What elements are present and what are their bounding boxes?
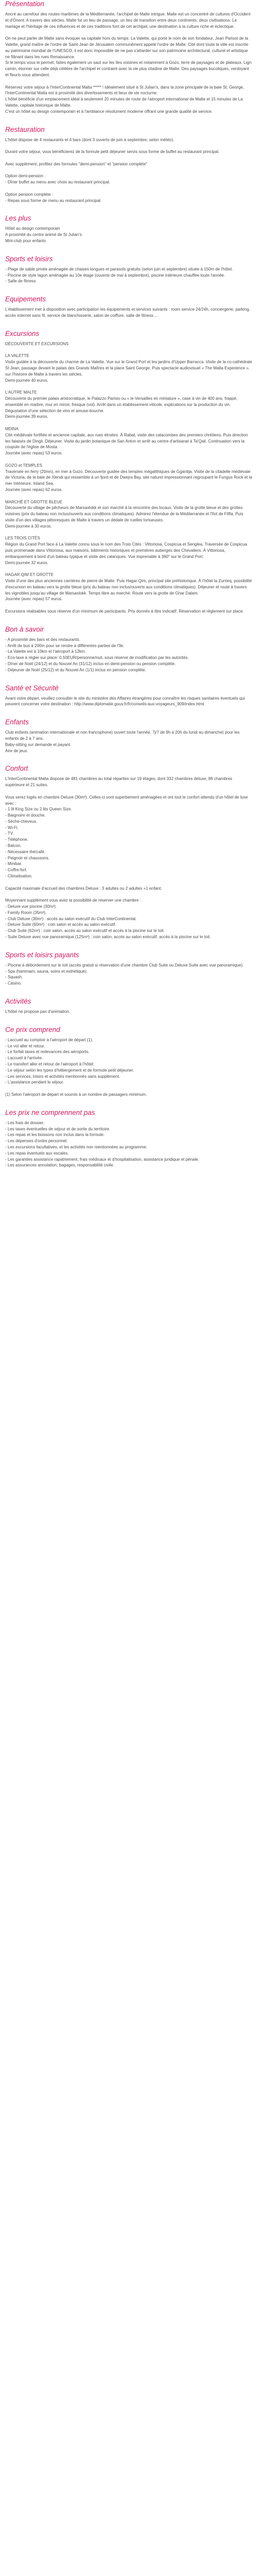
paragraph: L'hôtel dispose de 4 restaurants et 4 bars (dont 3 ouverts de juin à septembre, selon météo).: [5, 137, 174, 142]
paragraph: On ne peut parler de Malte sans évoquer sa capitale hors du temps: La Valette, qui porte le nom de son fondateur, Jean Parisot de la Valette, grand maître de l'ordre de Saint-Jean de Jérusalem communément appelé l'ordre de Malte. Cité dont toute la ville est inscrite au patrimoine mondial de l'UNESCO, il est donc impossible de ne pas s'attarder sur son patrimoine architectural, culturel et artistique ne flânant dans les rues Renaissance. Si le temps vous le permet, faites également un saut sur les îles voisines et notamment à Gozo, terre de paysages et de plateaux. Lign camin, étonner sur celle déjà célèbre de l'archipel et contrairé avec la vie plus citadine de Malte. Des paysages bucoliques, verdoyant et fleuris vous attendent.: [5, 36, 252, 77]
paragraph: L'hôtel ne propose pas d'animation.: [5, 1009, 70, 1014]
paragraph: HAGAR QIM ET GROTTE Visite d'une des plus anciennes carrières de pierre de Malte. Puis Hagar Qim, principal site préhistorique. À l'hôtel la Zurrieq, possibilité d'excursion en bateau vers la grotte bleue (prix du bateau non inclus/ouverts aux conditions climatiques). Déjeuner et route à travers les vignobles jusqu'au village de Marsaxlokk. Temps libre au marché. Route vers la grotte de Ghar Dalam. Journée (avec repas) 57 euros.: [5, 572, 252, 602]
section-title: Santé et Sécurité: [5, 684, 59, 692]
page: [0, 0, 258, 1168]
section-enfants: [5, 716, 253, 754]
section-title: Bon à savoir: [5, 625, 44, 633]
section-sports: [5, 253, 253, 284]
section-confort: [5, 762, 253, 940]
section-plus: [5, 212, 253, 244]
section-title: Les prix ne comprennent pas: [5, 1108, 95, 1116]
section-restauration: [5, 124, 253, 204]
section-sports-payants: [5, 949, 253, 987]
section-bon: [5, 623, 253, 673]
paragraph: Avec supplément, profitez des formules "demi-pension" et "pension complète": [5, 161, 148, 166]
section-prix-comprend: [5, 1024, 253, 1098]
paragraph: Excursions réalisables sous réserve d'un minimum de participants. Prix donnés à titre indicatif. Réservation et règlement sur place.: [5, 608, 244, 614]
section-title: Ce prix comprend: [5, 1025, 60, 1033]
paragraph: L'AUTRE MALTE Découverte du premier palais aristocratique, le Palazzo Parisio ou « le Versailles en miniature », case à vin de 400 ans, frappé, ensemble en marbre, mur en miroir, fresque (vol). Arrêt dans un établissement viticole, explications sur la production du vin. Dégustation d'une sélection de vins et amuse-bouche. Demi-journée 39 euros.: [5, 390, 238, 419]
paragraph: Option demi-pension : - Dîner buffet au menu avec choix au restaurant principal.: [5, 174, 110, 185]
paragraph: Vous serez logés en chambre Deluxe (30m²). Celles-ci sont superbement aménagées et ont tout le confort attendu d'un hôtel de luxe avec : - 1 lit King Size ou 2 lits Queen Size. - Baignoire et douche. - Sèche-cheveux. - Wi-Fi. - TV. - Téléphone. - Balcon. - Nécessaire thé/café. - Peignoir et chaussons. - Minibar. - Coffre-fort. - Climatisation.: [5, 794, 248, 879]
paragraph: - Plage de sable privée aménagée de chaises longues et parasols gratuits (selon juin et septembre) située à 150m de l'hôtel. - Piscine de style lagon aménagée au 10e étage (ouverte de mai à septembre), piscine intérieure chauffée toute l'année. - Salle de fitness.: [5, 266, 233, 284]
paragraph: MDINA Cité médiévale fortifiée et ancienne capitale, aux rues étroites. À Rabat, visite des catacombes des premiers chrétiens. Puis direction les falaises de Dingli. Déjeuner. Visite du jardin botanique de San Anton et arrêt au centre d'artisanat à Ta'Qali. Continuation vers la coupole de l'église de Mosta. Journée (avec repas) 53 euros.: [5, 427, 248, 456]
paragraph: L'établissement met à disposition avec participation les équipements et services suivants : room service 24/24h, conciergerie, parking, accès internet sans fil, service de blanchisserie, salon de coiffure, salle de fitness ...: [5, 307, 250, 318]
paragraph: - Les frais de dossier. - Les taxes éventuelles de séjour et de sortie du territoire. - Les repas et les boissons non inclus dans la formule. - Les dépenses d'ordre personnel. - Les excursions facultatives, et les activités non mentionnées au programme. - Les repas éventuels aux escales. - Les garanties assistance rapatriement, frais médicaux et d'hospitalisation, assistance juridique et pénale. - Les assurances annulation, bagages, responsabilité civile.: [5, 1120, 199, 1168]
section-title: Equipements: [5, 295, 46, 303]
section-title: Présentation: [5, 0, 44, 8]
paragraph: Avant votre départ, veuillez consulter le site du ministère des Affaires étrangères pour connaître les risques sanitaires éventuels qui peuvent concerner votre destination : http://www.diplomatie.gouv.fr/fr/conseils-aux-voyageurs_909/index.html: [5, 696, 245, 707]
paragraph: MARCHÉ ET GROTTE BLEUE Découverte du village de pêcheurs de Marsaxlokk et son marché à la rencontre des locaux. Visite de la grotte bleue et des grottes voisines (prix du bateau non inclus/ouverts aux conditions climatiques). Admirez l'étendue de la Méditerranée et l'îlot de Filfla. Puis visite d'un des villages pittoresques de Malte à travers un dédale de ruelles tortueuses. Demi-journée à 30 euros.: [5, 499, 244, 529]
paragraph: LA VALETTE Visite guidée à la découverte du charme de La Valette. Vue sur le Grand Port et les jardins d'Upper Barracca. Visite de la co-cathédrale St Jean, passage devant le palais des Grands Maîtres et la place Saint George. Puis spectacle audiovisuel « The Malta Experience », sur l'histoire de Malte à travers les siècles. Demi-journée 40 euros.: [5, 353, 252, 383]
section-subtitle: DÉCOUVERTE ET EXCURSIONS: [5, 341, 69, 346]
section-title: Les plus: [5, 214, 31, 223]
section-title: Activités: [5, 997, 31, 1006]
paragraph: Moyennant supplément vous avez la possibilité de réserver une chambre : - Deluxe vue piscine (30m²). - Family Room (35m²). - Club Deluxe (30m²) : accès au salon exécutif du Club InterContinental. - Deluxe Suite (60m²) : coin salon et accès au salon exécutif. - Club Suite (62m²) : coin salon, accès au salon exécutif et accès à la piscine sur le toit. - Suite Deluxe avec vue panoramique (125m²) : coin salon, accès au salon exécutif, accès à la piscine sur le toit.: [5, 898, 211, 940]
paragraph: Réservez votre séjour à l'InterContinental Malta ***** ! Idéalement situé à St Julian's, dans la zone principale de la baie St. George, l'InterContinental Malta est à proximité des divertissements et lieux de vie nocturne. L'hôtel bénéficie d'un emplacement idéal à seulement 20 minutes de route de l'aéroport international de Malte et 15 minutes de La Valette, capitale historique de Malte. C'est un hôtel au design contemporain et à l'ambiance résolument moderne offrant une grande qualité de service.: [5, 84, 244, 114]
paragraph: Option pension complète : - Repas sous forme de menu au restaurant principal.: [5, 192, 102, 203]
paragraph: - A proximité des bars et des restaurants. - Arrêt de bus à 200m pour se rendre à différentes parties de l'île. - La Valette est à 10km et l'aéroport à 12km. - Eco-taxe à régler sur place: 0,50EUR/personne/nuit, sous réserve de modification par les autorités. - Dîner de Noël (24/12) et du Nouvel An (31/12) inclus en demi-pension ou pension complète. - Déjeuner de Noël (25/12) et du Nouvel An (1/1) inclus en pension complète.: [5, 637, 189, 672]
section-equipements: [5, 293, 253, 319]
paragraph: - Piscine à débordement sur le toit (accès gratuit si réservation d'une chambre Club Suite ou Deluxe Suite avec vue panoramique). - Spa (hammam, sauna, soins et esthétique). - Squash. - Casino.: [5, 962, 244, 986]
section-presentation: [5, 0, 253, 115]
paragraph: Capacité maximale d'accueil des chambres Deluxe : 3 adultes ou 2 adultes +1 enfant.: [5, 886, 162, 891]
section-title: Enfants: [5, 718, 29, 726]
section-title: Sports et loisirs: [5, 255, 53, 263]
section-sante: [5, 682, 253, 708]
paragraph: GOZO et TEMPLES Traversée en ferry (20mn), en mer à Gozo. Découverte guidée des temples mégalithiques de Ggantija. Visite de la citadelle médiévale de Victoria, de la baie de Xlendi qui ressemble à un fjord et de Dwejra Bay, site naturel impressionnant regroupant le Fungus Rock et la mer Intérieure. Inland Sea. Journée (avec repas) 62 euros.: [5, 463, 252, 493]
section-prix-pas: [5, 1107, 253, 1168]
section-excursions: [5, 328, 253, 615]
paragraph: Hôtel au design contemporain A proximité du centre animé de St Julian's Mini-club pour enfants: [5, 226, 82, 243]
paragraph: (1) Selon l'aéroport de départ et soumis à un nombre de passagers minimum.: [5, 1092, 147, 1097]
section-title: Excursions: [5, 329, 40, 337]
paragraph: LES TROIS CITÉS Région du Grand Port face à La Valette connu sous le nom des Trois Cités : Vittoriosa, Cospicua et Senglea. Traversée de Cospicua puis promenade dans Vittoriosa, aux maisons, bâtiments historiques et premières auberges des Chevaliers. À Vittoriosa, embarquement à bord d'un bateau typique et visite des calanques. Vue imprenable à 360° sur le Grand Port. Demi-journée 32 euros.: [5, 536, 247, 565]
section-title: Restauration: [5, 125, 45, 133]
section-title: Confort: [5, 765, 28, 773]
section-activites: [5, 995, 253, 1015]
paragraph: Club enfants (animation internationale et non francophone) ouvert toute l'année, 7j/7 de 9h à 20h du lundi au dimanche) pour les enfants de 2 à 7 ans. Baby-sitting sur demande et payant. Aire de jeux.: [5, 730, 240, 753]
paragraph: - Laccueil au comptoir à l'aéroport de départ (1). - Le vol aller et retour. - Le forfait taxes et redevances des aéroports. - Laccueil à l'arrivée. - Le transfert aller et retour de l'aéroport à l'hôtel. - Le séjour selon les types d'hébergement et de formule petit déjeuner. - Les services, loisirs et activités mentionnés sans supplément. - L'assistance pendant le séjour.: [5, 1037, 134, 1085]
paragraph: L'InterContinental Malta dispose de 481 chambres au total réparties sur 19 étages, dont 332 chambres deluxe, 86 chambres supérieure et 21 suites.: [5, 776, 233, 788]
section-title: Sports et loisirs payants: [5, 951, 79, 959]
paragraph: Durant votre séjour, vous bénéficierez de la formule petit déjeuner servis sous forme de buffet au restaurant principal.: [5, 149, 220, 155]
paragraph: Ancré au carrefour des routes maritimes de la Méditerranée, l'archipel de Malte intrigue. Malte est un concentré de cultures d'Occident et d'Orient. A travers des siècles, Malte fut un lieu de passage, un lieu de transition entre deux continents, deux civilisations. Le mariage et l'héritage de ces influences et de ces traditions font de cet archipel, une destination à la culture riche et éclectique.: [5, 12, 251, 29]
